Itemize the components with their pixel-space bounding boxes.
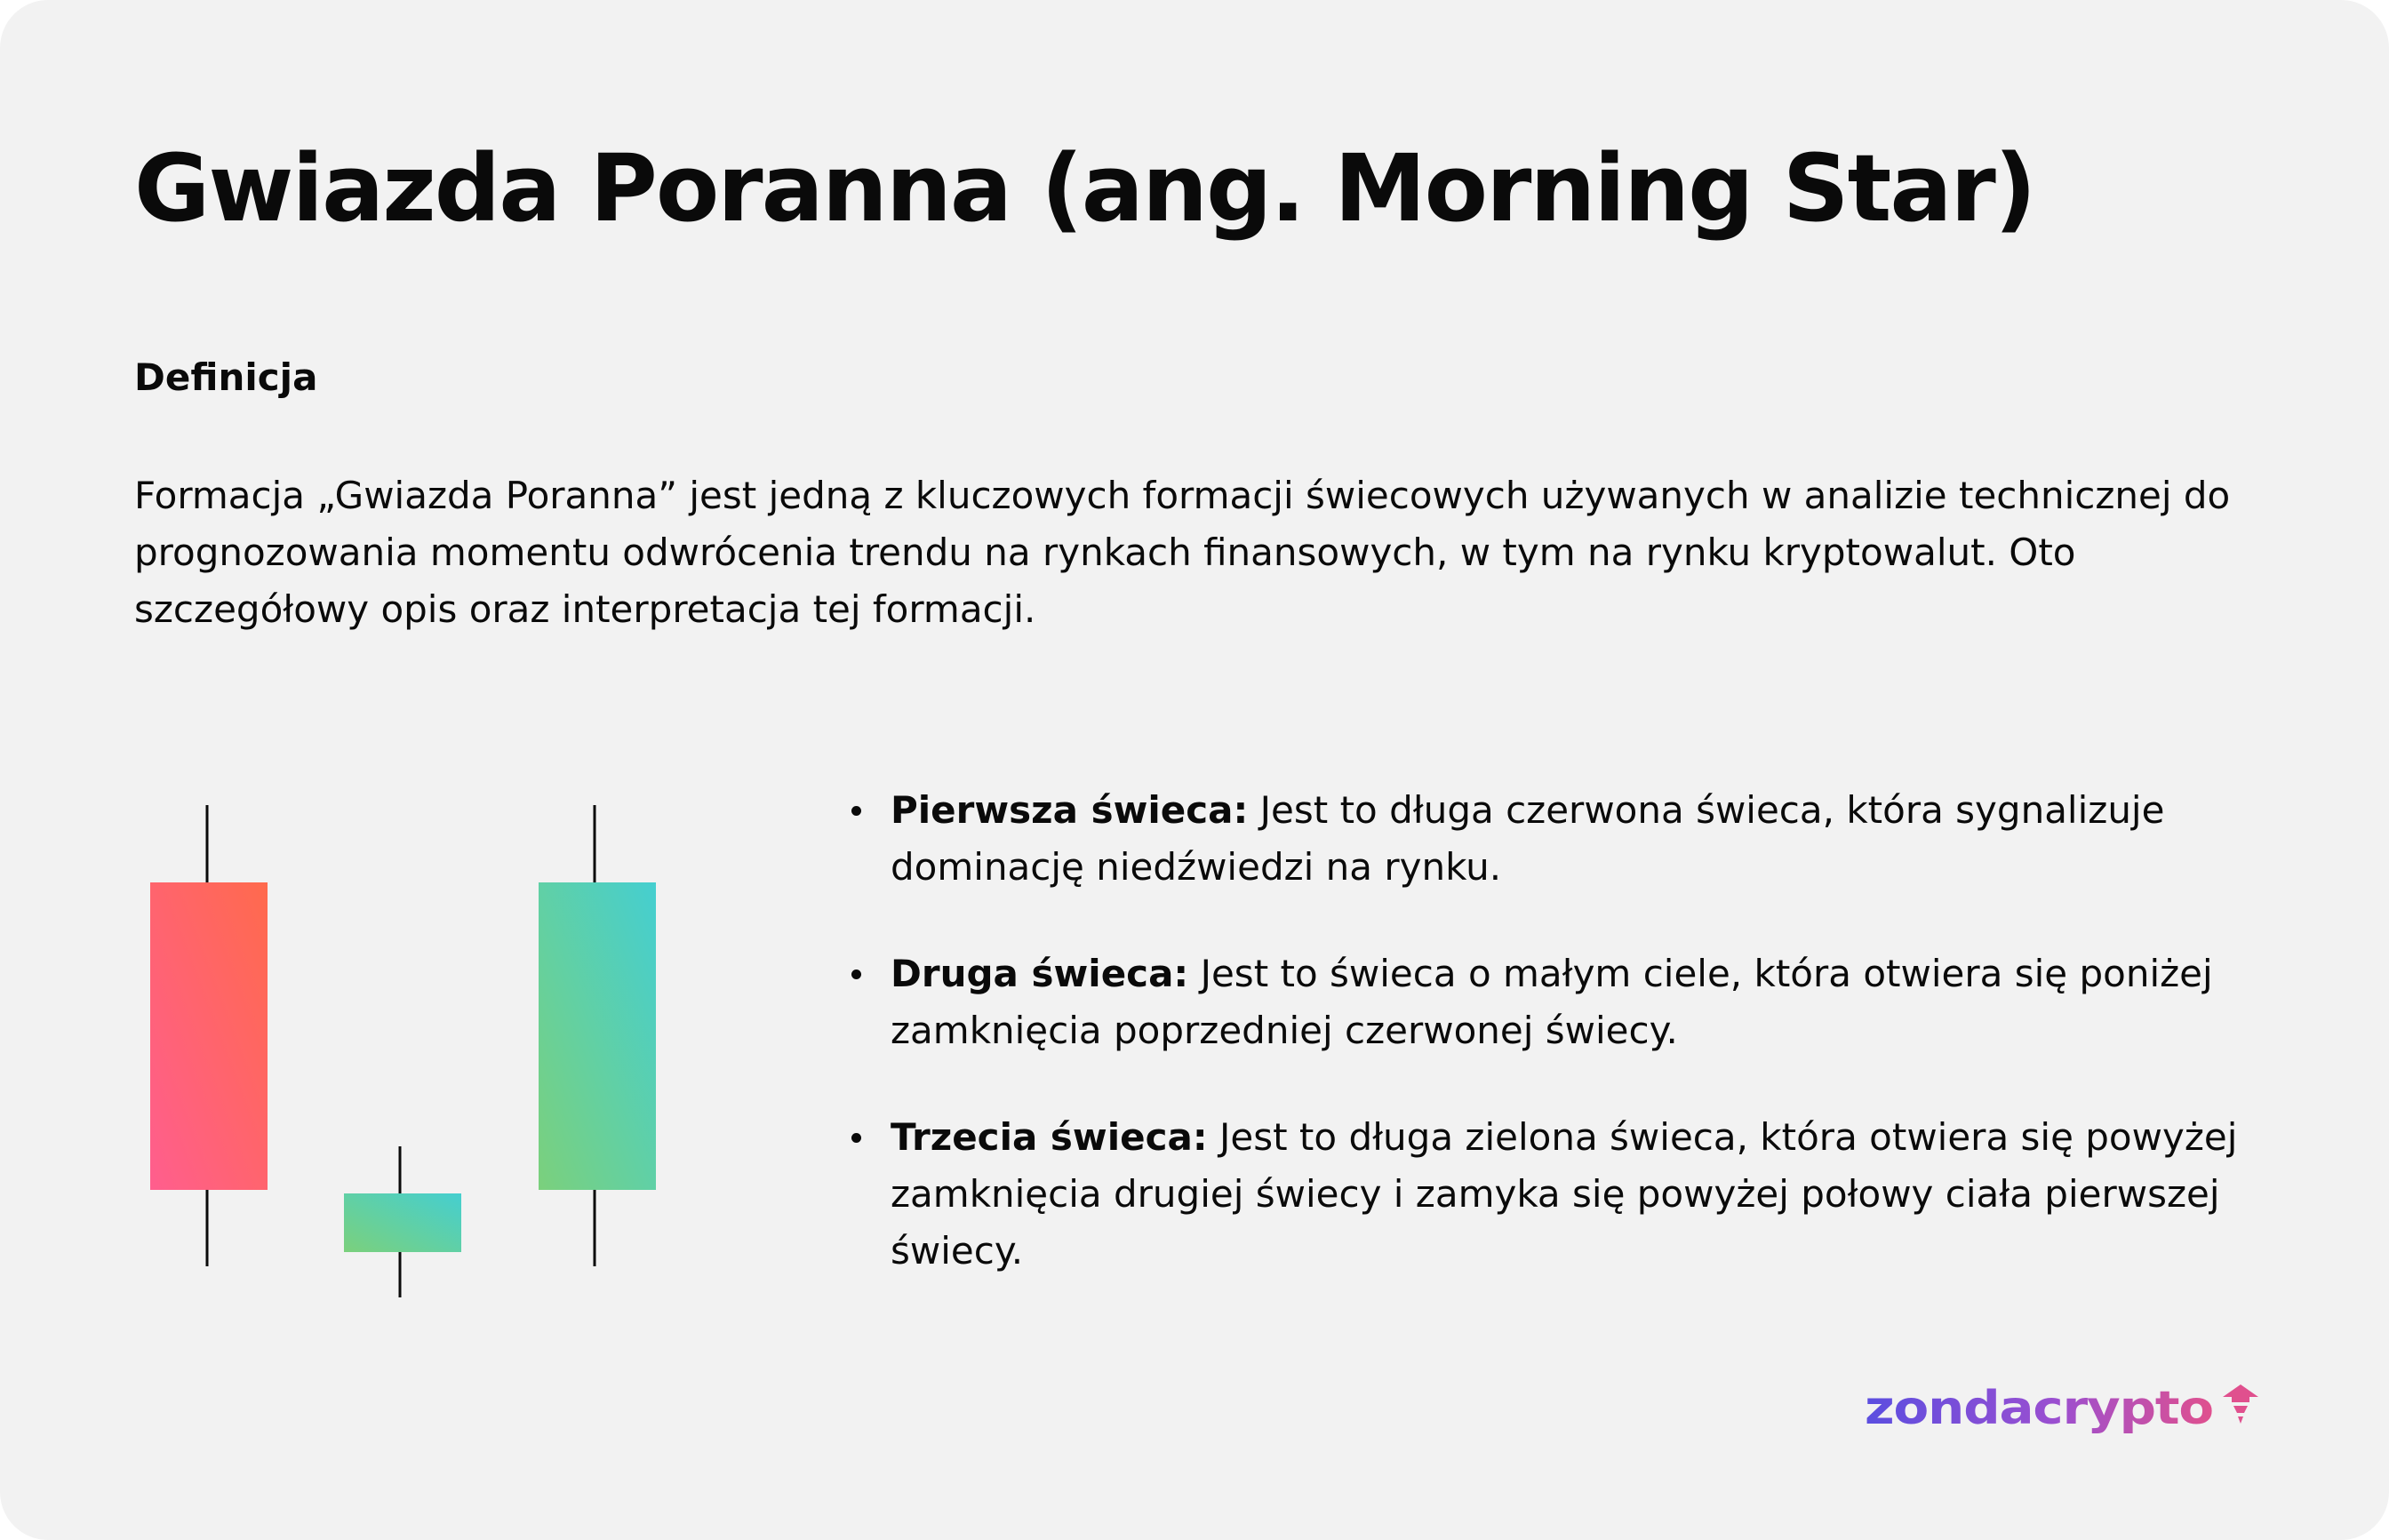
list-item-label: Druga świeca: (891, 952, 1189, 995)
bullet-dot (851, 1133, 861, 1143)
first-candle-body (150, 882, 268, 1190)
logo-wordmark: zondacrypto (1865, 1382, 2213, 1435)
second-candle (344, 1146, 461, 1297)
page-title: Gwiazda Poranna (ang. Morning Star) (134, 134, 2035, 243)
second-candle-body (344, 1193, 461, 1252)
list-item (846, 946, 2250, 1059)
list-item-label: Trzecia świeca: (891, 1115, 1208, 1159)
section-heading: Definicja (134, 355, 318, 399)
list-item-text: Jest to długa zielona świeca, która otwiera się powyżej zamknięcia drugiej świecy i zamyka się powyżej połowy ciała pierwszej świecy. (891, 1115, 2238, 1273)
list-item-text: Jest to długa czerwona świeca, która sygnalizuje dominację niedźwiedzi na rynku. (891, 788, 2165, 889)
third-candle (539, 805, 656, 1266)
candle-description-list (846, 782, 2250, 1329)
first-candle (150, 805, 268, 1266)
zondacrypto-logo (1863, 1377, 2263, 1448)
candlestick-illustration (133, 791, 684, 1306)
list-item (846, 1109, 2250, 1280)
rocket-icon (2223, 1384, 2258, 1424)
intro-paragraph: Formacja „Gwiazda Poranna” jest jedną z kluczowych formacji świecowych używanych w analizie technicznej do prognozowania momentu odwrócenia trendu na rynkach finansowych, w tym na rynku kryptowalut. Oto szczegółowy opis oraz interpretacja tej formacji. (134, 474, 2231, 631)
bullet-dot (851, 806, 861, 816)
list-item-label: Pierwsza świeca: (891, 788, 1249, 832)
bullet-dot (851, 969, 861, 979)
third-candle-body (539, 882, 656, 1190)
list-item (846, 782, 2250, 896)
list-item-text: Jest to świeca o małym ciele, która otwiera się poniżej zamknięcia poprzedniej czerwonej świecy. (891, 952, 2213, 1052)
